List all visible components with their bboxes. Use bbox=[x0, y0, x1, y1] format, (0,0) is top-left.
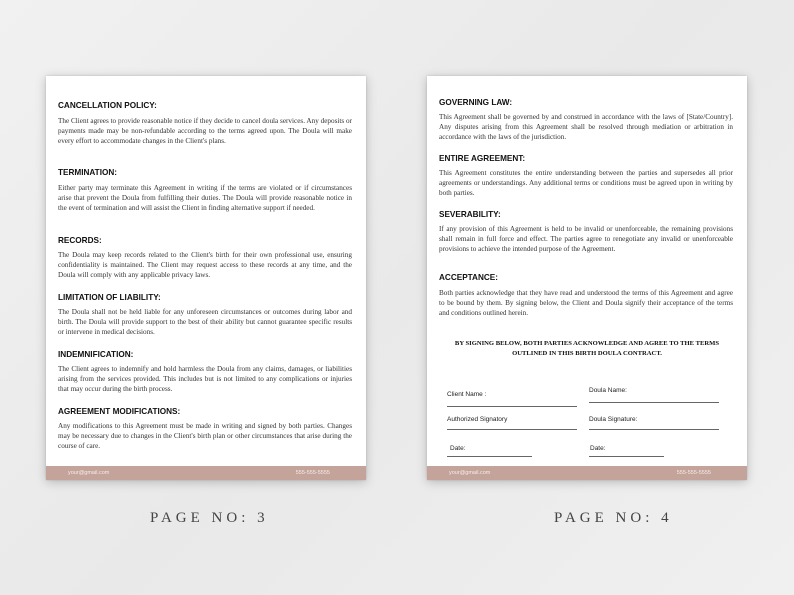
date-right-label: Date: bbox=[590, 445, 606, 452]
section-body-modifications: Any modifications to this Agreement must be made in writing and signed by both parties. Changes may be necessary due to changes in the Client's birth plan or other circumstances that arise during the course of care. bbox=[58, 422, 352, 451]
section-heading-modifications: AGREEMENT MODIFICATIONS: bbox=[58, 407, 181, 416]
section-body-records: The Doula may keep records related to the Client's birth for their own professional use, ensuring confidentiality is maintained. The Client may request access to these records at any time, and the Doula will comply with any applicable privacy laws. bbox=[58, 251, 352, 280]
section-body-acceptance: Both parties acknowledge that they have read and understood the terms of this Agreement and agree to be bound by them. By signing below, the Client and Doula signify their acceptance of the terms and conditions outlined herein. bbox=[439, 289, 733, 318]
date-left-line[interactable] bbox=[447, 456, 532, 457]
section-body-termination: Either party may terminate this Agreement in writing if the terms are violated or if circumstances arise that prevent the Doula from fulfilling their duties. The Doula will provide reasonable notice in the event of termination and will assist the Client in finding alternative support if needed. bbox=[58, 184, 352, 213]
doula-signature-label: Doula Signature: bbox=[589, 416, 638, 423]
signature-statement: BY SIGNING BELOW, BOTH PARTIES ACKNOWLEDGE AND AGREE TO THE TERMS OUTLINED IN THIS BIRTH DOULA CONTRACT. bbox=[454, 340, 720, 357]
section-body-cancellation: The Client agrees to provide reasonable notice if they decide to cancel doula services. Any deposits or payments made may be non-refundable according to the terms agreed upon. The Doula will make every effort to accommodate changes in the Client's plans. bbox=[58, 117, 352, 146]
section-body-severability: If any provision of this Agreement is held to be invalid or unenforceable, the remaining provisions shall remain in full force and effect. The parties agree to renegotiate any invalid or unenforceable provisions to achieve the intended purpose of the Agreement. bbox=[439, 225, 733, 254]
page-label-4: PAGE NO: 4 bbox=[554, 510, 673, 526]
authorized-signatory-label: Authorized Signatory bbox=[447, 416, 508, 423]
page-4-footer bbox=[427, 466, 747, 480]
doula-name-line[interactable] bbox=[589, 402, 719, 403]
section-heading-records: RECORDS: bbox=[58, 236, 102, 245]
section-body-liability: The Doula shall not be held liable for any unforeseen circumstances or outcomes during labor and birth. The Doula will provide support to the best of their ability but cannot guarantee specific results or intervene in medical decisions. bbox=[58, 308, 352, 337]
date-left-label: Date: bbox=[450, 445, 466, 452]
footer-email: your@gmail.com bbox=[68, 470, 110, 476]
page-3-footer bbox=[46, 466, 366, 480]
section-heading-severability: SEVERABILITY: bbox=[439, 210, 501, 219]
footer-email: your@gmail.com bbox=[449, 470, 491, 476]
section-heading-termination: TERMINATION: bbox=[58, 168, 117, 177]
footer-phone: 555-555-5555 bbox=[676, 470, 711, 476]
footer-phone: 555-555-5555 bbox=[295, 470, 330, 476]
section-heading-liability: LIMITATION OF LIABILITY: bbox=[58, 293, 161, 302]
section-heading-indemnification: INDEMNIFICATION: bbox=[58, 350, 134, 359]
section-body-governing-law: This Agreement shall be governed by and construed in accordance with the laws of [State/Country]. Any disputes arising from this Agreement shall be resolved through mediation or arbitration in accordance with the laws of the jurisdiction. bbox=[439, 113, 733, 142]
section-heading-acceptance: ACCEPTANCE: bbox=[439, 273, 498, 282]
client-name-line[interactable] bbox=[447, 406, 577, 407]
doula-name-label: Doula Name: bbox=[589, 387, 627, 394]
section-body-entire-agreement: This Agreement constitutes the entire understanding between the parties and supersedes all prior agreements or understandings. Any additional terms or conditions must be agreed upon in writing by both parties. bbox=[439, 169, 733, 198]
section-heading-cancellation: CANCELLATION POLICY: bbox=[58, 101, 157, 110]
section-heading-governing-law: GOVERNING LAW: bbox=[439, 98, 513, 107]
section-heading-entire-agreement: ENTIRE AGREEMENT: bbox=[439, 154, 526, 163]
date-right-line[interactable] bbox=[589, 456, 664, 457]
page-4 bbox=[427, 76, 747, 480]
section-body-indemnification: The Client agrees to indemnify and hold harmless the Doula from any claims, damages, or liabilities arising from the services provided. This includes but is not limited to any complications or injuries that may occur during the birth process. bbox=[58, 365, 352, 394]
authorized-signatory-line[interactable] bbox=[447, 429, 577, 430]
doula-signature-line[interactable] bbox=[589, 429, 719, 430]
page-label-3: PAGE NO: 3 bbox=[150, 510, 269, 526]
page-3 bbox=[46, 76, 366, 480]
client-name-label: Client Name : bbox=[447, 391, 487, 398]
